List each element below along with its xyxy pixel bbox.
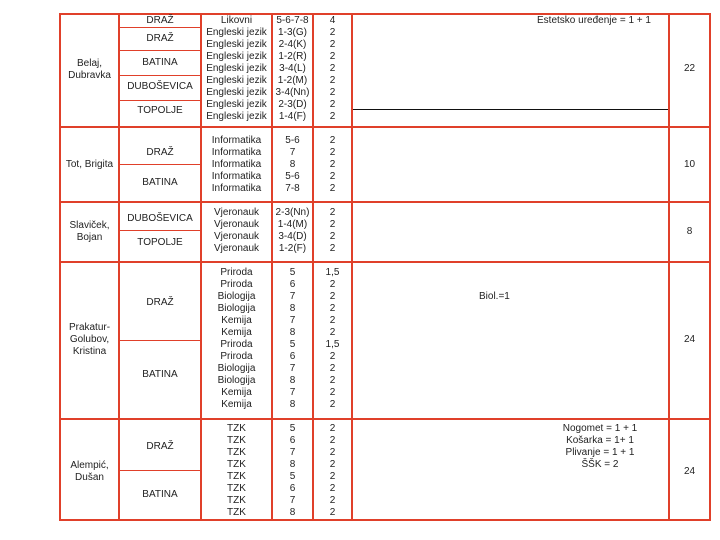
subject-column	[202, 135, 271, 195]
class-cell: 1-4(M)	[277, 219, 308, 230]
subject-cell: TZK	[227, 423, 246, 434]
class-cell: 5-6-7-8	[276, 15, 309, 26]
hours-cell: 2	[329, 315, 336, 326]
subject-cell: Priroda	[220, 279, 253, 290]
hours-cell: 2	[329, 51, 336, 62]
hours-column	[314, 207, 351, 255]
hours-cell: 2	[329, 243, 336, 254]
class-cell: 5	[289, 471, 296, 482]
teacher-name: Prakatur- Golubov, Kristina	[68, 322, 111, 357]
subject-cell: Engleski jezik	[206, 111, 267, 122]
hours-cell: 1,5	[325, 267, 340, 278]
hours-cell: 4	[329, 15, 336, 26]
subject-column	[202, 207, 271, 255]
class-cell: 1-2(M)	[277, 75, 308, 86]
grid-line	[59, 418, 711, 420]
grid-line	[59, 14, 61, 521]
grid-line	[118, 27, 202, 28]
hours-cell: 2	[329, 459, 336, 470]
hours-cell: 2	[329, 219, 336, 230]
subject-cell: Kemija	[221, 399, 252, 410]
teacher-name: Alempić, Dušan	[70, 460, 109, 483]
class-cell: 3-4(D)	[278, 231, 307, 242]
note-sport: Plivanje = 1 + 1	[565, 447, 635, 458]
hours-cell: 2	[329, 27, 336, 38]
subject-cell: Engleski jezik	[206, 51, 267, 62]
class-cell: 8	[289, 327, 296, 338]
class-cell: 7	[289, 447, 296, 458]
grid-line	[118, 100, 202, 101]
class-cell: 3-4(L)	[279, 63, 306, 74]
class-cell: 2-3(D)	[278, 99, 307, 110]
subject-cell: Likovni	[220, 15, 253, 26]
class-cell: 8	[289, 159, 296, 170]
hours-cell: 2	[329, 87, 336, 98]
hours-cell: 1,5	[325, 339, 340, 350]
hours-cell: 2	[329, 39, 336, 50]
subject-cell: Informatika	[211, 135, 262, 146]
total-hours: 24	[683, 334, 696, 345]
class-cell: 8	[289, 303, 296, 314]
class-cell: 1-2(F)	[278, 243, 307, 254]
subject-cell: Biologija	[217, 303, 256, 314]
school-name: BATINA	[142, 57, 178, 68]
class-cell: 5-6	[285, 135, 300, 146]
hours-cell: 2	[329, 111, 336, 122]
teacher-name: Tot, Brigita	[65, 159, 114, 170]
class-cell: 7	[289, 291, 296, 302]
subject-cell: Kemija	[221, 327, 252, 338]
subject-cell: Kemija	[221, 387, 252, 398]
hours-column	[314, 267, 351, 411]
hours-cell: 2	[329, 471, 336, 482]
grid-line	[59, 519, 711, 521]
subject-cell: Vjeronauk	[213, 219, 260, 230]
subject-cell: Biologija	[217, 291, 256, 302]
subject-cell: Informatika	[211, 159, 262, 170]
subject-cell: Informatika	[211, 183, 262, 194]
hours-cell: 2	[329, 63, 336, 74]
subject-cell: Engleski jezik	[206, 75, 267, 86]
hours-cell: 2	[329, 303, 336, 314]
hours-cell: 2	[329, 183, 336, 194]
hours-cell: 2	[329, 135, 336, 146]
hours-cell: 2	[329, 447, 336, 458]
hours-cell: 2	[329, 351, 336, 362]
class-cell: 7	[289, 315, 296, 326]
subject-cell: Priroda	[220, 339, 253, 350]
teacher-name: Slaviček, Bojan	[69, 220, 110, 243]
hours-cell: 2	[329, 483, 336, 494]
subject-cell: Kemija	[221, 315, 252, 326]
school-name: DRAŽ	[146, 33, 174, 44]
subject-cell: Priroda	[220, 267, 253, 278]
class-column	[273, 423, 312, 519]
class-cell: 7	[289, 363, 296, 374]
class-cell: 5-6	[285, 171, 300, 182]
hours-cell: 2	[329, 207, 336, 218]
subject-cell: TZK	[227, 459, 246, 470]
hours-cell: 2	[329, 435, 336, 446]
class-cell: 7-8	[285, 183, 300, 194]
subject-cell: TZK	[227, 447, 246, 458]
class-cell: 6	[289, 483, 296, 494]
grid-line	[118, 50, 202, 51]
hours-cell: 2	[329, 327, 336, 338]
grid-line	[118, 230, 202, 231]
hours-column	[314, 15, 351, 123]
subject-cell: Biologija	[217, 375, 256, 386]
hours-cell: 2	[329, 75, 336, 86]
subject-cell: TZK	[227, 435, 246, 446]
class-cell: 1-2(R)	[278, 51, 307, 62]
total-hours: 22	[683, 63, 696, 74]
school-name: DRAŽ	[146, 15, 174, 26]
grid-line	[709, 14, 711, 521]
school-name: DUBOŠEVICA	[127, 81, 193, 92]
total-hours: 8	[686, 226, 693, 237]
divider-rule	[353, 109, 668, 110]
class-cell: 7	[289, 387, 296, 398]
class-cell: 5	[289, 267, 296, 278]
class-cell: 5	[289, 339, 296, 350]
hours-column	[314, 135, 351, 195]
hours-cell: 2	[329, 399, 336, 410]
class-cell: 8	[289, 399, 296, 410]
subject-cell: Engleski jezik	[206, 99, 267, 110]
subject-column	[202, 15, 271, 123]
hours-cell: 2	[329, 363, 336, 374]
total-hours: 24	[683, 466, 696, 477]
class-cell: 6	[289, 351, 296, 362]
class-cell: 8	[289, 507, 296, 518]
hours-cell: 2	[329, 279, 336, 290]
school-name: DRAŽ	[146, 441, 174, 452]
class-cell: 6	[289, 435, 296, 446]
grid-line	[59, 126, 711, 128]
class-cell: 5	[289, 423, 296, 434]
school-name: TOPOLJE	[137, 105, 183, 116]
class-cell: 3-4(Nn)	[275, 87, 310, 98]
grid-line	[59, 201, 711, 203]
class-cell: 1-4(F)	[278, 111, 307, 122]
subject-cell: TZK	[227, 483, 246, 494]
subject-cell: Engleski jezik	[206, 87, 267, 98]
hours-column	[314, 423, 351, 519]
hours-cell: 2	[329, 99, 336, 110]
subject-cell: Biologija	[217, 363, 256, 374]
hours-cell: 2	[329, 423, 336, 434]
subject-cell: TZK	[227, 507, 246, 518]
class-cell: 8	[289, 459, 296, 470]
teacher-name: Belaj, Dubravka	[68, 58, 111, 81]
grid-line	[118, 340, 202, 341]
grid-line	[59, 261, 711, 263]
note-biol: Biol.=1	[479, 291, 510, 302]
note-sport: Nogomet = 1 + 1	[562, 423, 638, 434]
grid-line	[351, 14, 353, 521]
subject-cell: TZK	[227, 471, 246, 482]
school-name: BATINA	[142, 489, 178, 500]
subject-cell: Engleski jezik	[206, 63, 267, 74]
subject-column	[202, 423, 271, 519]
school-name: BATINA	[142, 369, 178, 380]
subject-cell: Vjeronauk	[213, 207, 260, 218]
hours-cell: 2	[329, 495, 336, 506]
subject-cell: Priroda	[220, 351, 253, 362]
class-cell: 1-3(G)	[278, 27, 307, 38]
subject-cell: TZK	[227, 495, 246, 506]
class-cell: 6	[289, 279, 296, 290]
hours-cell: 2	[329, 387, 336, 398]
school-name: DUBOŠEVICA	[127, 213, 193, 224]
class-cell: 8	[289, 375, 296, 386]
class-cell: 2-4(K)	[278, 39, 307, 50]
subject-cell: Engleski jezik	[206, 39, 267, 50]
school-name: DRAŽ	[146, 297, 174, 308]
hours-cell: 2	[329, 159, 336, 170]
class-cell: 7	[289, 495, 296, 506]
class-column	[273, 15, 312, 123]
hours-cell: 2	[329, 231, 336, 242]
note-estetsko: Estetsko uređenje = 1 + 1	[537, 15, 651, 26]
grid-line	[118, 164, 202, 165]
total-hours: 10	[683, 159, 696, 170]
school-name: DRAŽ	[146, 147, 174, 158]
note-sport: Košarka = 1+ 1	[566, 435, 634, 446]
hours-cell: 2	[329, 375, 336, 386]
class-cell: 7	[289, 147, 296, 158]
school-name: TOPOLJE	[137, 237, 183, 248]
hours-cell: 2	[329, 291, 336, 302]
subject-cell: Vjeronauk	[213, 243, 260, 254]
class-column	[273, 135, 312, 195]
grid-line	[118, 470, 202, 471]
subject-cell: Engleski jezik	[206, 27, 267, 38]
grid-line	[118, 75, 202, 76]
class-column	[273, 267, 312, 411]
school-name: BATINA	[142, 177, 178, 188]
hours-cell: 2	[329, 507, 336, 518]
hours-cell: 2	[329, 171, 336, 182]
subject-cell: Informatika	[211, 171, 262, 182]
class-cell: 2-3(Nn)	[275, 207, 310, 218]
class-column	[273, 207, 312, 255]
subject-column	[202, 267, 271, 411]
subject-cell: Informatika	[211, 147, 262, 158]
note-sport: ŠŠK = 2	[581, 459, 619, 470]
subject-cell: Vjeronauk	[213, 231, 260, 242]
hours-cell: 2	[329, 147, 336, 158]
